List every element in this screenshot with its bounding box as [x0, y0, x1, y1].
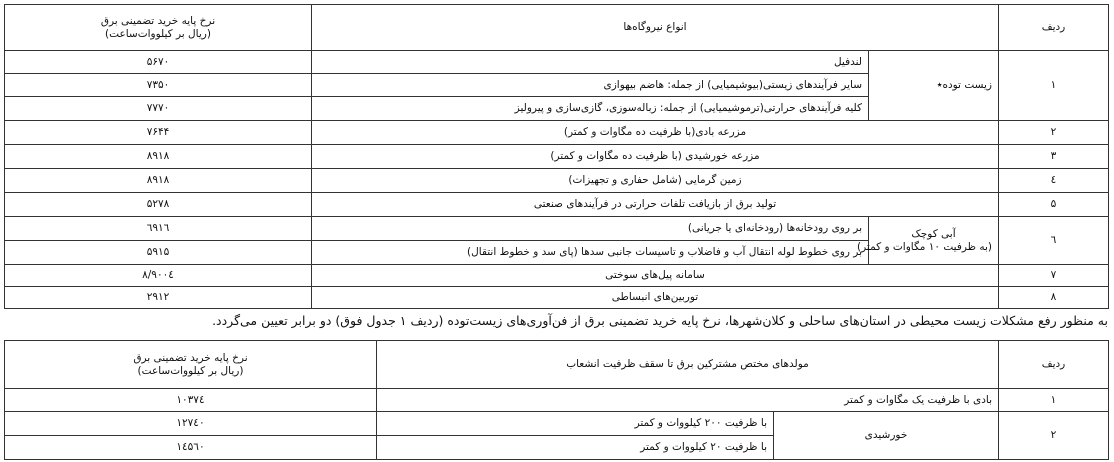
generator-label: با ظرفیت ۲۰۰ کیلووات و کمتر: [377, 412, 774, 436]
plant-label: مزرعه خورشیدی (با ظرفیت ده مگاوات و کمتر): [312, 145, 999, 169]
subscriber-generators-table: [4, 340, 1109, 460]
header-rate-line1: نرخ پایه خرید تضمینی برق: [100, 14, 216, 27]
header-rate-line2: (ریال بر کیلووات‌ساعت): [137, 364, 244, 377]
row-number: ٦: [999, 217, 1109, 265]
row-number: ٤: [999, 169, 1109, 193]
generator-label: با ظرفیت ۲۰ کیلووات و کمتر: [377, 436, 774, 460]
table-row: [5, 412, 1109, 436]
table-row: [5, 169, 1109, 193]
table-header-row: [5, 5, 1109, 51]
group-label-line2: (به ظرفیت ۱۰ مگاوات و کمتر): [857, 240, 992, 253]
rate-value: ۷۷۷۰: [5, 97, 312, 121]
header-rate-line1: نرخ پایه خرید تضمینی برق: [133, 351, 248, 364]
header-rate: [5, 341, 377, 389]
rate-value: ۱٤۵٦۰: [5, 436, 377, 460]
table-row: [5, 265, 1109, 287]
table-row: [5, 193, 1109, 217]
rate-value: ۸۹۱۸: [5, 169, 312, 193]
plant-label: لندفیل: [312, 51, 869, 74]
feed-in-tariff-table: [4, 4, 1109, 309]
table-header-row: [5, 341, 1109, 389]
rate-value: ۵۶۷۰: [5, 51, 312, 74]
header-row-number: ردیف: [999, 341, 1109, 389]
plant-label: کلیه فرآیندهای حرارتی(ترموشیمیایی) از جمله: زباله‌سوزی، گازی‌سازی و پیرولیز: [312, 97, 869, 121]
plant-label: بر روی رودخانه‌ها (رودخانه‌ای یا جریانی): [312, 217, 869, 241]
row-number: ۱: [999, 51, 1109, 121]
plant-label: بر روی خطوط لوله انتقال آب و فاضلاب و تاسیسات جانبی سدها (پای سد و خطوط انتقال): [312, 241, 869, 265]
rate-value: ۷۶۴۴: [5, 121, 312, 145]
header-rate-line2: (ریال بر کیلووات‌ساعت): [105, 27, 211, 40]
rate-value: ۵۹۱۵: [5, 241, 312, 265]
rate-value: ۱۲۷٤۰: [5, 412, 377, 436]
rate-value: ۲۹۱۲: [5, 287, 312, 309]
row-number: ۸: [999, 287, 1109, 309]
rate-value: ۸/۹۰۰٤: [5, 265, 312, 287]
table-row: [5, 217, 1109, 241]
plant-label: مزرعه بادی(با ظرفیت ده مگاوات و کمتر): [312, 121, 999, 145]
group-label-line1: آبی کوچک: [911, 227, 956, 240]
group-label: [857, 217, 999, 265]
header-row-number: ردیف: [999, 5, 1109, 51]
plant-label: سایر فرآیندهای زیستی(بیوشیمیایی) از جمله: هاضم بیهوازی: [312, 74, 869, 97]
rate-value: ۵۲۷۸: [5, 193, 312, 217]
row-number: ۱: [999, 389, 1109, 412]
table-row: [5, 287, 1109, 309]
plant-label: تولید برق از بازیافت تلفات حرارتی در فرآیندهای صنعتی: [312, 193, 999, 217]
header-generator-type: مولدهای مختص مشترکین برق تا سقف ظرفیت انشعاب: [377, 341, 999, 389]
table-row: [5, 121, 1109, 145]
group-label: زیست توده٭: [869, 51, 999, 121]
group-label: خورشیدی: [774, 412, 999, 460]
rate-value: ۸۹۱۸: [5, 145, 312, 169]
header-rate: [5, 5, 312, 51]
row-number: ۷: [999, 265, 1109, 287]
rate-value: ۷۳۵۰: [5, 74, 312, 97]
generator-label: بادی با ظرفیت یک مگاوات و کمتر: [377, 389, 999, 412]
row-number: ۲: [999, 121, 1109, 145]
header-plant-type: انواع نیروگاه‌ها: [312, 5, 999, 51]
row-number: ۵: [999, 193, 1109, 217]
row-number: ۳: [999, 145, 1109, 169]
plant-label: سامانه پیل‌های سوختی: [312, 265, 999, 287]
plant-label: زمین گرمایی (شامل حفاری و تجهیزات): [312, 169, 999, 193]
plant-label: توربین‌های انبساطی: [312, 287, 999, 309]
table-row: [5, 51, 1109, 74]
table-row: [5, 389, 1109, 412]
row-number: ۲: [999, 412, 1109, 460]
biomass-note: به منظور رفع مشکلات زیست محیطی در استان‌های ساحلی و کلان‌شهرها، نرخ پایه خرید تضمینی برق از فن‌آوری‌های زیست‌توده (ردیف ۱ جدول فوق) دو برابر تعیین می‌گردد.: [212, 313, 1108, 328]
table-row: [5, 145, 1109, 169]
rate-value: ٦۹۱٦: [5, 217, 312, 241]
rate-value: ۱۰۳۷٤: [5, 389, 377, 412]
